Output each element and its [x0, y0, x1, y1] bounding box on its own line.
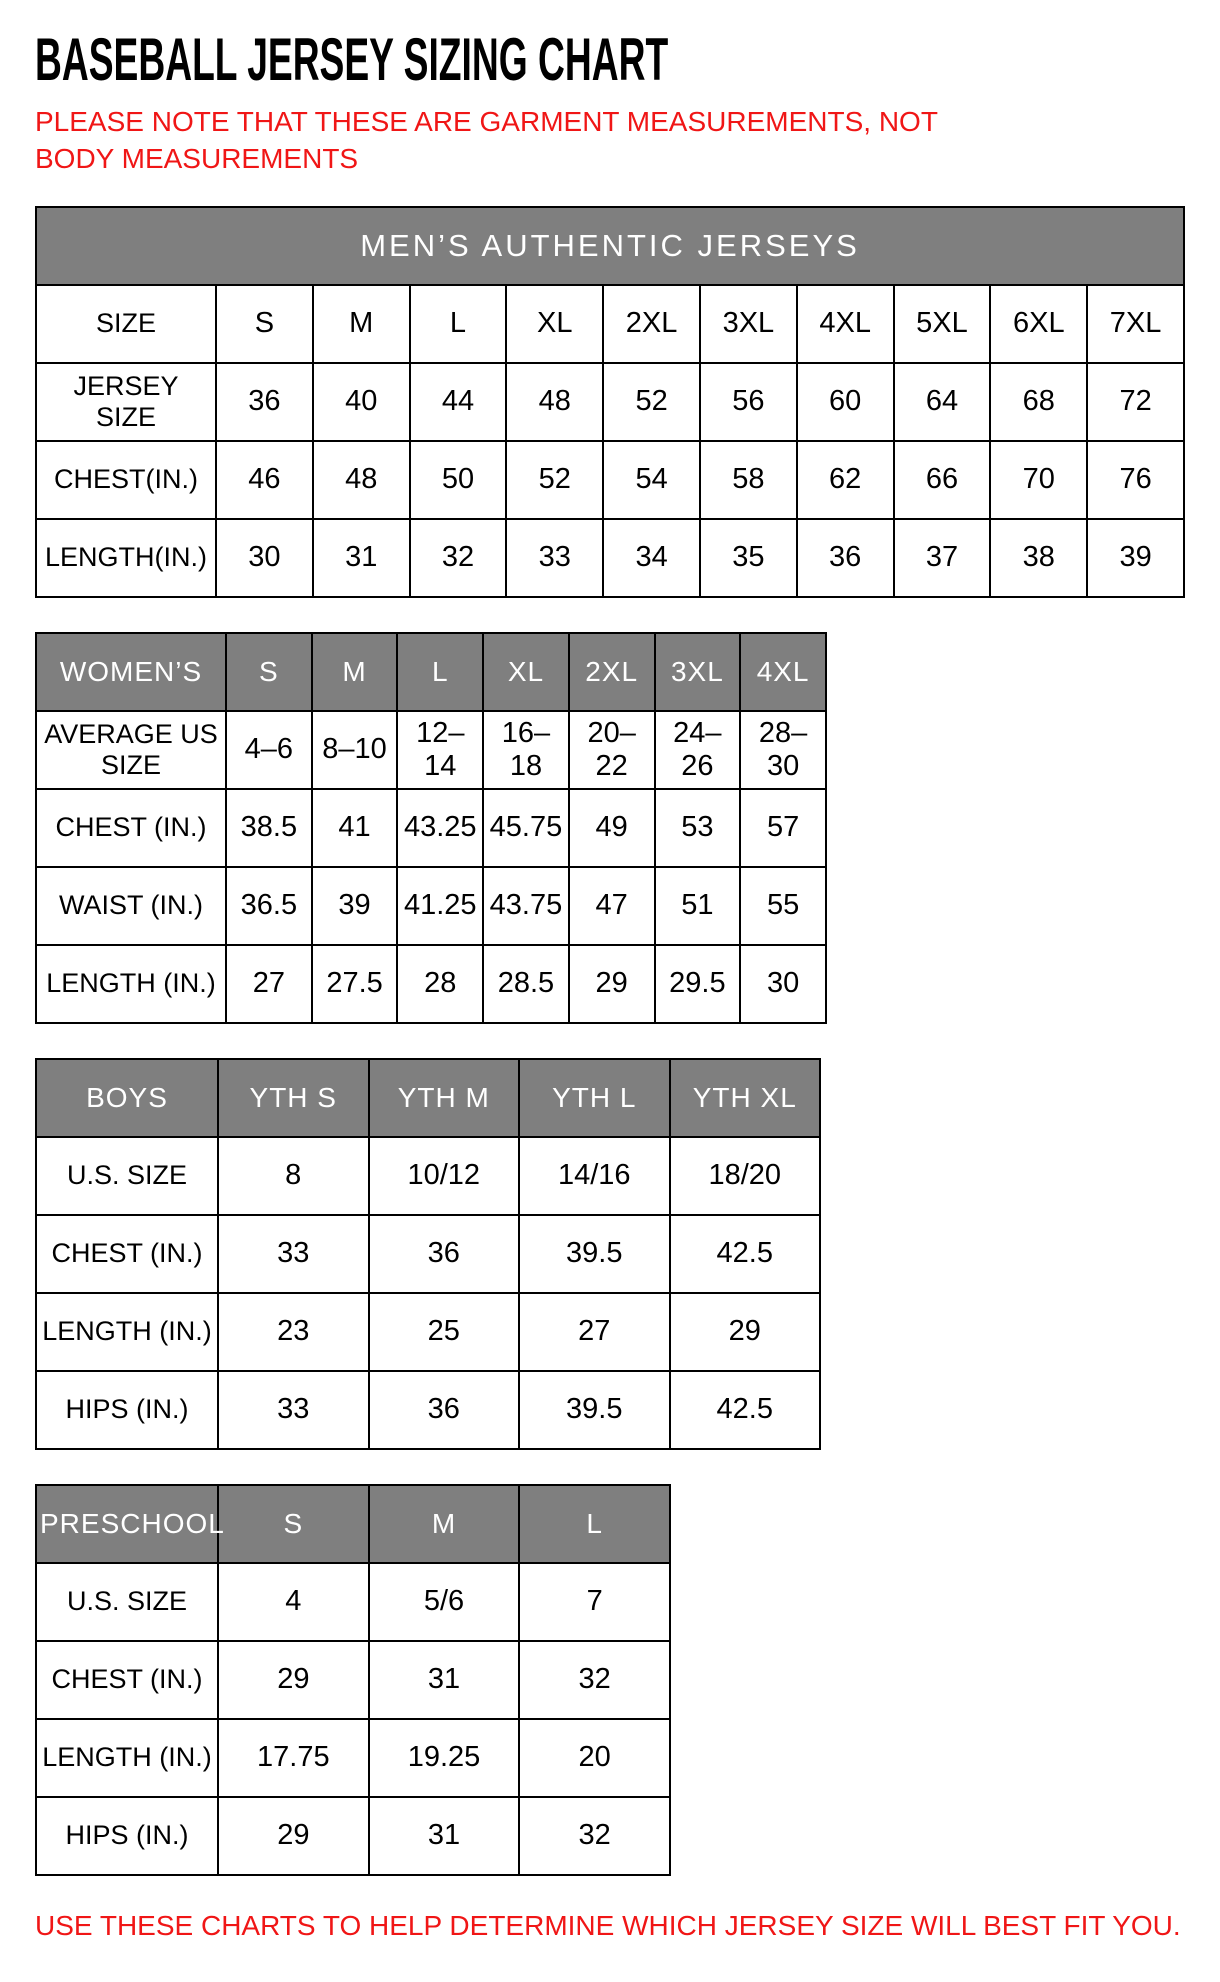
cell-value: 42.5	[670, 1371, 821, 1449]
cell-value: 3XL	[700, 285, 797, 363]
cell-value: 31	[369, 1641, 520, 1719]
cell-value: 36.5	[226, 867, 312, 945]
cell-value: 32	[519, 1797, 670, 1875]
cell-value: 68	[990, 363, 1087, 441]
boys-size-table	[35, 1058, 821, 1450]
cell-value: 38.5	[226, 789, 312, 867]
cell-value: 7XL	[1087, 285, 1184, 363]
row-label: LENGTH (IN.)	[36, 945, 226, 1023]
garment-measurement-note: PLEASE NOTE THAT THESE ARE GARMENT MEASUREMENTS, NOT BODY MEASUREMENTS	[35, 106, 938, 174]
row-label: SIZE	[36, 285, 216, 363]
cell-value: 41	[312, 789, 398, 867]
cell-value: 56	[700, 363, 797, 441]
cell-value: 39	[1087, 519, 1184, 597]
cell-value: 36	[369, 1215, 520, 1293]
cell-value: 34	[603, 519, 700, 597]
cell-value: 39	[312, 867, 398, 945]
cell-value: 35	[700, 519, 797, 597]
cell-value: 51	[655, 867, 741, 945]
cell-value: 52	[603, 363, 700, 441]
row-label: LENGTH (IN.)	[36, 1293, 218, 1371]
page-title-text: BASEBALL JERSEY SIZING CHART	[35, 26, 669, 93]
cell-value: 19.25	[369, 1719, 520, 1797]
cell-value: 64	[894, 363, 991, 441]
cell-value: 5XL	[894, 285, 991, 363]
cell-value: 37	[894, 519, 991, 597]
row-label: CHEST (IN.)	[36, 789, 226, 867]
cell-value: 27	[519, 1293, 670, 1371]
row-label: CHEST (IN.)	[36, 1215, 218, 1293]
cell-value: 60	[797, 363, 894, 441]
cell-value: 43.25	[397, 789, 483, 867]
cell-value: 28.5	[483, 945, 569, 1023]
boys-table-row	[36, 1371, 820, 1449]
page-title	[35, 26, 1185, 93]
cell-value: 40	[313, 363, 410, 441]
cell-value: 29	[218, 1797, 369, 1875]
boys-table-row	[36, 1293, 820, 1371]
preschool-table-row	[36, 1641, 670, 1719]
preschool-header-size: L	[519, 1485, 670, 1563]
mens-table-row	[36, 441, 1184, 519]
cell-value: 25	[369, 1293, 520, 1371]
boys-header-size: YTH XL	[670, 1059, 821, 1137]
cell-value: 72	[1087, 363, 1184, 441]
womens-table-row	[36, 789, 826, 867]
row-label: AVERAGE US SIZE	[36, 711, 226, 789]
preschool-table-row	[36, 1797, 670, 1875]
preschool-header-size: M	[369, 1485, 520, 1563]
row-label: LENGTH(IN.)	[36, 519, 216, 597]
cell-value: 76	[1087, 441, 1184, 519]
cell-value: L	[410, 285, 507, 363]
cell-value: 29	[218, 1641, 369, 1719]
row-label: HIPS (IN.)	[36, 1797, 218, 1875]
cell-value: 23	[218, 1293, 369, 1371]
cell-value: 27.5	[312, 945, 398, 1023]
cell-value: 12–14	[397, 711, 483, 789]
cell-value: 14/16	[519, 1137, 670, 1215]
cell-value: 46	[216, 441, 313, 519]
footer-note: USE THESE CHARTS TO HELP DETERMINE WHICH JERSEY SIZE WILL BEST FIT YOU.	[35, 1909, 1181, 1941]
womens-header-size: 4XL	[740, 633, 826, 711]
cell-value: 24–26	[655, 711, 741, 789]
cell-value: S	[216, 285, 313, 363]
cell-value: 57	[740, 789, 826, 867]
cell-value: 7	[519, 1563, 670, 1641]
cell-value: 28	[397, 945, 483, 1023]
womens-header-size: L	[397, 633, 483, 711]
mens-table-row	[36, 519, 1184, 597]
boys-header-size: YTH M	[369, 1059, 520, 1137]
row-label: HIPS (IN.)	[36, 1371, 218, 1449]
cell-value: 29.5	[655, 945, 741, 1023]
row-label: CHEST(IN.)	[36, 441, 216, 519]
cell-value: 36	[216, 363, 313, 441]
cell-value: 54	[603, 441, 700, 519]
cell-value: 39.5	[519, 1215, 670, 1293]
cell-value: 4–6	[226, 711, 312, 789]
cell-value: 31	[313, 519, 410, 597]
cell-value: 49	[569, 789, 655, 867]
womens-header-size: M	[312, 633, 398, 711]
cell-value: 17.75	[218, 1719, 369, 1797]
cell-value: 36	[797, 519, 894, 597]
cell-value: 20	[519, 1719, 670, 1797]
cell-value: 39.5	[519, 1371, 670, 1449]
womens-header-label: WOMEN’S	[36, 633, 226, 711]
cell-value: 33	[218, 1371, 369, 1449]
cell-value: 41.25	[397, 867, 483, 945]
cell-value: 2XL	[603, 285, 700, 363]
row-label: CHEST (IN.)	[36, 1641, 218, 1719]
preschool-size-table	[35, 1484, 671, 1876]
boys-header-size: YTH S	[218, 1059, 369, 1137]
cell-value: M	[313, 285, 410, 363]
womens-header-size: S	[226, 633, 312, 711]
row-label: WAIST (IN.)	[36, 867, 226, 945]
cell-value: 10/12	[369, 1137, 520, 1215]
cell-value: 48	[313, 441, 410, 519]
cell-value: 44	[410, 363, 507, 441]
mens-size-table	[35, 206, 1185, 598]
cell-value: 31	[369, 1797, 520, 1875]
cell-value: 50	[410, 441, 507, 519]
row-label: JERSEY SIZE	[36, 363, 216, 441]
sizing-chart-page	[35, 26, 1185, 1942]
cell-value: 8–10	[312, 711, 398, 789]
preschool-header-size: S	[218, 1485, 369, 1563]
womens-header-size: 2XL	[569, 633, 655, 711]
cell-value: 43.75	[483, 867, 569, 945]
cell-value: 29	[670, 1293, 821, 1371]
boys-header-size: YTH L	[519, 1059, 670, 1137]
cell-value: 8	[218, 1137, 369, 1215]
womens-header-size: 3XL	[655, 633, 741, 711]
cell-value: 62	[797, 441, 894, 519]
cell-value: 32	[410, 519, 507, 597]
preschool-header-label: PRESCHOOL	[36, 1485, 218, 1563]
cell-value: 66	[894, 441, 991, 519]
row-label: LENGTH (IN.)	[36, 1719, 218, 1797]
mens-table-row	[36, 363, 1184, 441]
cell-value: 70	[990, 441, 1087, 519]
row-label: U.S. SIZE	[36, 1137, 218, 1215]
cell-value: 58	[700, 441, 797, 519]
cell-value: 5/6	[369, 1563, 520, 1641]
preschool-table-row	[36, 1719, 670, 1797]
cell-value: 42.5	[670, 1215, 821, 1293]
cell-value: 6XL	[990, 285, 1087, 363]
cell-value: 52	[506, 441, 603, 519]
cell-value: 20–22	[569, 711, 655, 789]
row-label: U.S. SIZE	[36, 1563, 218, 1641]
cell-value: 45.75	[483, 789, 569, 867]
boys-table-row	[36, 1215, 820, 1293]
boys-table-row	[36, 1137, 820, 1215]
womens-table-row	[36, 945, 826, 1023]
cell-value: 36	[369, 1371, 520, 1449]
cell-value: 4	[218, 1563, 369, 1641]
boys-header-label: BOYS	[36, 1059, 218, 1137]
cell-value: 53	[655, 789, 741, 867]
mens-table-title: MEN’S AUTHENTIC JERSEYS	[36, 207, 1184, 285]
womens-header-size: XL	[483, 633, 569, 711]
cell-value: 29	[569, 945, 655, 1023]
womens-table-row	[36, 867, 826, 945]
cell-value: 16–18	[483, 711, 569, 789]
cell-value: 55	[740, 867, 826, 945]
cell-value: 32	[519, 1641, 670, 1719]
cell-value: 27	[226, 945, 312, 1023]
cell-value: 48	[506, 363, 603, 441]
mens-table-row	[36, 285, 1184, 363]
preschool-table-row	[36, 1563, 670, 1641]
cell-value: 4XL	[797, 285, 894, 363]
cell-value: 47	[569, 867, 655, 945]
cell-value: 30	[740, 945, 826, 1023]
womens-size-table	[35, 632, 827, 1024]
cell-value: 38	[990, 519, 1087, 597]
womens-table-row	[36, 711, 826, 789]
cell-value: XL	[506, 285, 603, 363]
cell-value: 28–30	[740, 711, 826, 789]
cell-value: 18/20	[670, 1137, 821, 1215]
cell-value: 30	[216, 519, 313, 597]
cell-value: 33	[506, 519, 603, 597]
cell-value: 33	[218, 1215, 369, 1293]
